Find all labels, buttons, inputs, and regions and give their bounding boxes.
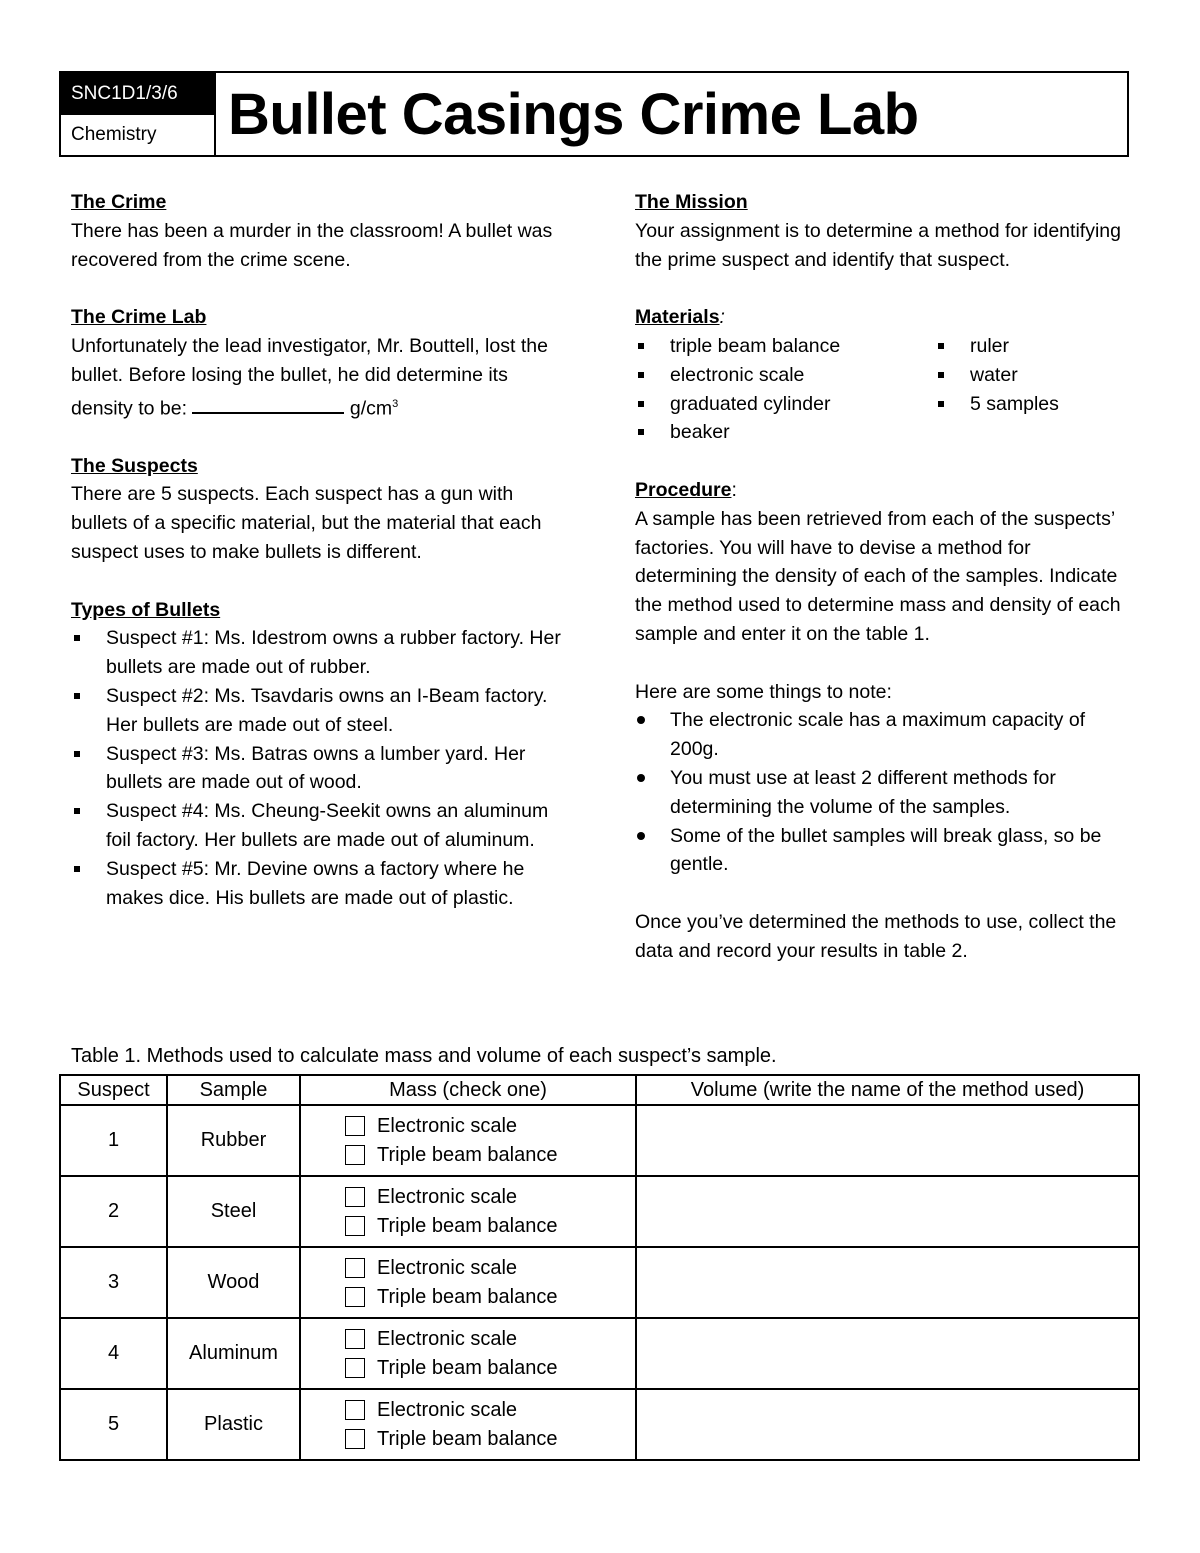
checkbox[interactable] — [345, 1329, 365, 1349]
mission-heading: The Mission — [635, 191, 748, 213]
mass-options — [300, 1105, 636, 1176]
option-label: Electronic scale — [377, 1327, 518, 1350]
procedure-text: A sample has been retrieved from each of the suspects’ factories. You will have to devise a method for determining the density of each of the samples. Indicate the method used to determine mass and density of each sample and enter it on the table 1. — [635, 507, 1121, 645]
table-row — [60, 1176, 1139, 1247]
list-item: electronic scale — [635, 361, 935, 390]
option-label: Electronic scale — [377, 1185, 518, 1208]
option-label: Triple beam balance — [377, 1214, 558, 1237]
checkbox[interactable] — [345, 1145, 365, 1165]
checkbox[interactable] — [345, 1287, 365, 1307]
triple-beam-option[interactable] — [345, 1425, 634, 1454]
suspects-text: There are 5 suspects. Each suspect has a gun with bullets of a specific material, but the material that each suspect uses to make bullets is different. — [71, 483, 542, 564]
electronic-scale-option[interactable] — [345, 1396, 634, 1425]
sample-material: Plastic — [167, 1389, 300, 1460]
checkbox[interactable] — [345, 1358, 365, 1378]
list-item: water — [935, 361, 1135, 390]
list-item: ruler — [935, 332, 1135, 361]
density-blank[interactable] — [192, 394, 344, 414]
left-column — [71, 188, 571, 912]
option-label: Electronic scale — [377, 1256, 518, 1279]
procedure-colon: : — [731, 478, 737, 501]
triple-beam-option[interactable] — [345, 1354, 634, 1383]
materials-colon: : — [719, 306, 725, 329]
checkbox[interactable] — [345, 1429, 365, 1449]
suspect-number: 4 — [60, 1318, 167, 1389]
sample-material: Steel — [167, 1176, 300, 1247]
list-item: triple beam balance — [635, 332, 935, 361]
table-row — [60, 1318, 1139, 1389]
subject-label: Chemistry — [71, 124, 157, 145]
list-item: Some of the bullet samples will break glass, so be gentle. — [635, 822, 1135, 880]
mass-options — [300, 1389, 636, 1460]
list-item: Suspect #1: Ms. Idestrom owns a rubber factory. Her bullets are made out of rubber. — [71, 624, 571, 682]
checkbox[interactable] — [345, 1258, 365, 1278]
list-item: Suspect #2: Ms. Tsavdaris owns an I-Beam factory. Her bullets are made out of steel. — [71, 682, 571, 740]
header-mass: Mass (check one) — [300, 1075, 636, 1105]
option-label: Triple beam balance — [377, 1356, 558, 1379]
table-row — [60, 1105, 1139, 1176]
suspect-number: 2 — [60, 1176, 167, 1247]
closing-text: Once you’ve determined the methods to use, collect the data and record your results in table 2. — [635, 910, 1117, 962]
list-item: You must use at least 2 different methods for determining the volume of the samples. — [635, 764, 1135, 822]
materials-heading: Materials — [635, 306, 720, 329]
mass-options — [300, 1247, 636, 1318]
suspect-number: 1 — [60, 1105, 167, 1176]
bullet-types-list — [71, 624, 571, 912]
table-row — [60, 1247, 1139, 1318]
crime-lab-paragraph — [71, 332, 571, 423]
volume-method-cell[interactable] — [636, 1389, 1139, 1460]
density-unit-exponent: 3 — [392, 397, 399, 410]
crime-lab-heading: The Crime Lab — [71, 306, 207, 329]
checkbox[interactable] — [345, 1400, 365, 1420]
course-info — [61, 73, 216, 155]
crime-heading: The Crime — [71, 191, 167, 213]
suspect-number: 3 — [60, 1247, 167, 1318]
mission-text: Your assignment is to determine a method for identifying the prime suspect and identify that suspect. — [635, 219, 1121, 271]
triple-beam-option[interactable] — [345, 1283, 634, 1312]
sample-material: Rubber — [167, 1105, 300, 1176]
volume-method-cell[interactable] — [636, 1105, 1139, 1176]
electronic-scale-option[interactable] — [345, 1254, 634, 1283]
page-title: Bullet Casings Crime Lab — [228, 81, 919, 147]
table-row — [60, 1389, 1139, 1460]
checkbox[interactable] — [345, 1216, 365, 1236]
table-header-row — [60, 1075, 1139, 1105]
volume-method-cell[interactable] — [636, 1247, 1139, 1318]
list-item: Suspect #5: Mr. Devine owns a factory where he makes dice. His bullets are made out of plastic. — [71, 855, 571, 913]
types-heading: Types of Bullets — [71, 598, 221, 621]
materials-col-2 — [935, 332, 1135, 447]
electronic-scale-option[interactable] — [345, 1325, 634, 1354]
crime-text: There has been a murder in the classroom! A bullet was recovered from the crime scene. — [71, 219, 553, 271]
procedure-heading-line — [635, 476, 1135, 505]
electronic-scale-option[interactable] — [345, 1112, 634, 1141]
triple-beam-option[interactable] — [345, 1212, 634, 1241]
option-label: Electronic scale — [377, 1114, 518, 1137]
volume-method-cell[interactable] — [636, 1318, 1139, 1389]
materials-list — [635, 332, 1135, 447]
density-unit: g/cm — [349, 397, 393, 420]
list-item: 5 samples — [935, 390, 1135, 419]
methods-table — [59, 1074, 1140, 1461]
option-label: Triple beam balance — [377, 1143, 558, 1166]
notes-intro: Here are some things to note: — [635, 680, 892, 703]
notes-list — [635, 706, 1135, 879]
right-column — [635, 188, 1135, 966]
electronic-scale-option[interactable] — [345, 1183, 634, 1212]
list-item: graduated cylinder — [635, 390, 935, 419]
course-code: SNC1D1/3/6 — [61, 73, 214, 115]
triple-beam-option[interactable] — [345, 1141, 634, 1170]
sample-material: Aluminum — [167, 1318, 300, 1389]
suspect-number: 5 — [60, 1389, 167, 1460]
list-item: beaker — [635, 418, 935, 447]
mass-options — [300, 1176, 636, 1247]
volume-method-cell[interactable] — [636, 1176, 1139, 1247]
list-item: Suspect #3: Ms. Batras owns a lumber yard. Her bullets are made out of wood. — [71, 740, 571, 798]
title-header — [59, 71, 1129, 157]
materials-heading-line — [635, 303, 1135, 332]
list-item: Suspect #4: Ms. Cheung-Seekit owns an aluminum foil factory. Her bullets are made out of aluminum. — [71, 797, 571, 855]
table-caption: Table 1. Methods used to calculate mass and volume of each suspect’s sample. — [71, 1045, 777, 1067]
header-suspect: Suspect — [60, 1075, 167, 1105]
option-label: Triple beam balance — [377, 1427, 558, 1450]
list-item: The electronic scale has a maximum capacity of 200g. — [635, 706, 1135, 764]
materials-col-1 — [635, 332, 935, 447]
crime-lab-text: Unfortunately the lead investigator, Mr. Bouttell, lost the bullet. Before losing the bullet, he did determine its density to be: — [71, 334, 548, 420]
sample-material: Wood — [167, 1247, 300, 1318]
header-sample: Sample — [167, 1075, 300, 1105]
mass-options — [300, 1318, 636, 1389]
procedure-heading: Procedure — [635, 478, 732, 501]
header-volume: Volume (write the name of the method used) — [636, 1075, 1139, 1105]
checkbox[interactable] — [345, 1116, 365, 1136]
suspects-heading: The Suspects — [71, 454, 198, 477]
checkbox[interactable] — [345, 1187, 365, 1207]
option-label: Triple beam balance — [377, 1285, 558, 1308]
option-label: Electronic scale — [377, 1398, 518, 1421]
